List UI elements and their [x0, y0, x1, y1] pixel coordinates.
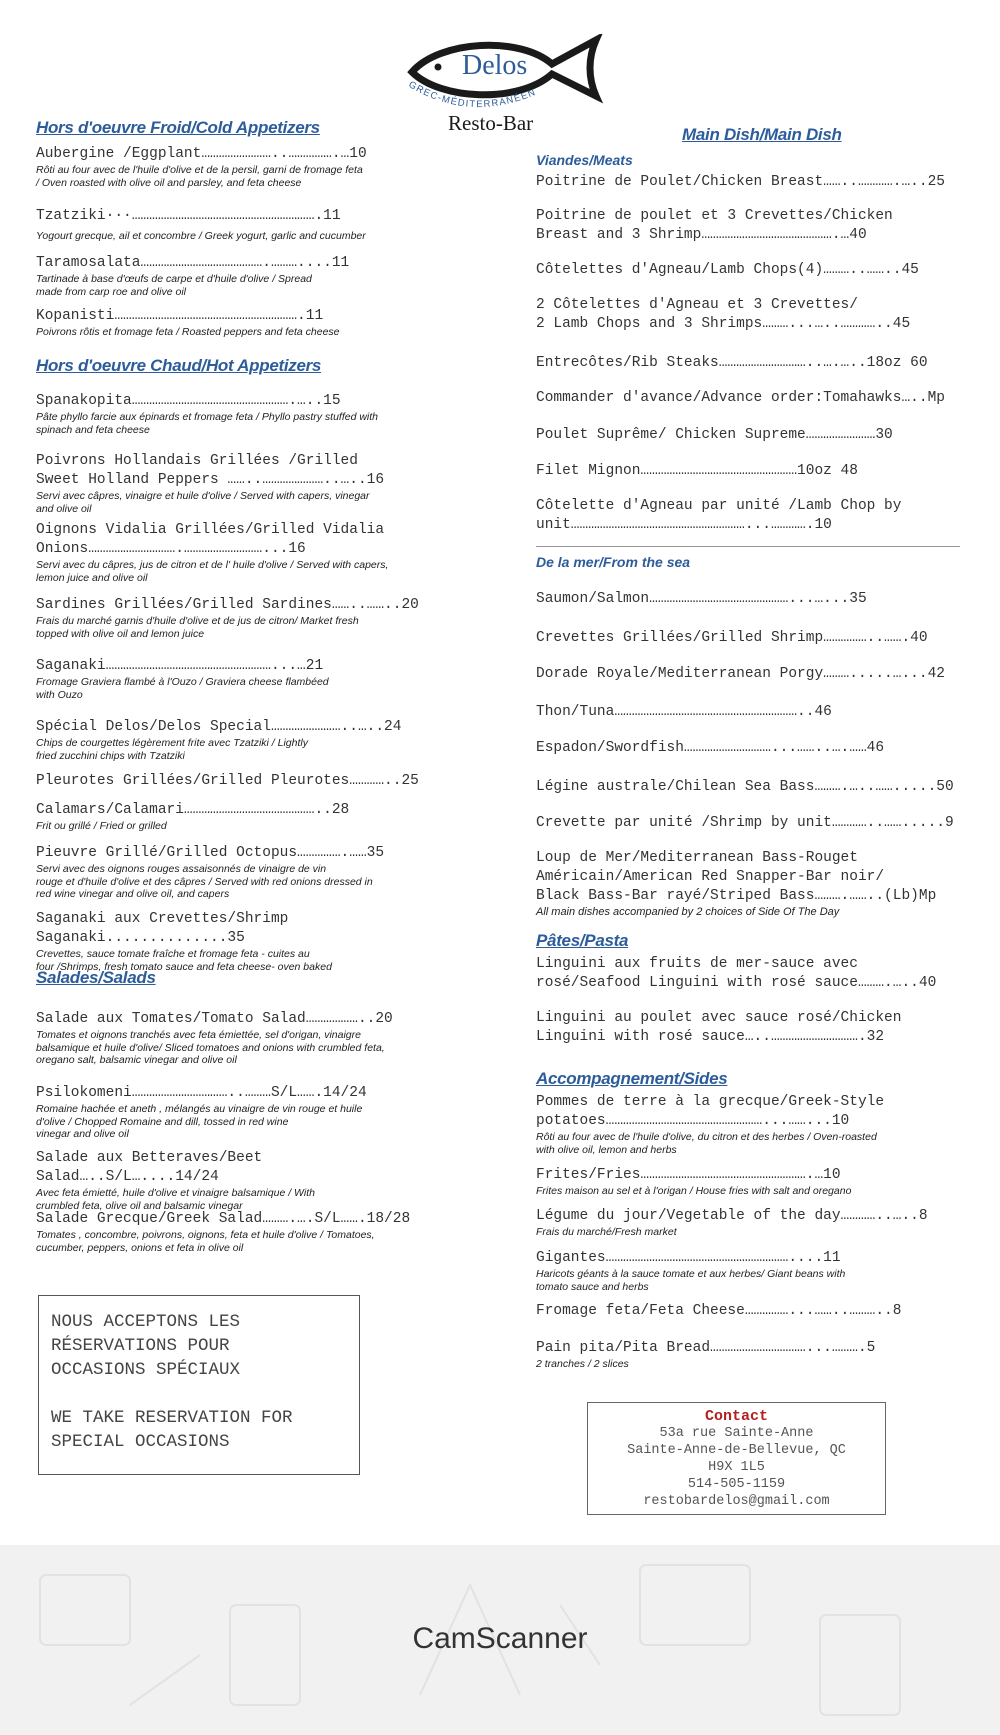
item-name: Loup de Mer/Mediterranean Bass-Rouget Américain/American Red Snapper-Bar noir/ Black Bass-Bar rayé/Striped Bass……….……..(Lb)Mp [536, 850, 937, 904]
item-desc: Rôti au four avec de l'huile d'olive, du citron et des herbes / Oven-roasted with olive oil, lemon and herbs [536, 1131, 877, 1156]
item-name: Spécial Delos/Delos Special……………………..…..24 [36, 719, 402, 735]
item-name: Sardines Grillées/Grilled Sardines……..……..20 [36, 597, 419, 613]
camscanner-watermark: CamScanner [412, 1622, 588, 1655]
item-name: Côtelettes d'Agneau/Lamb Chops(4)………..……..45 [536, 262, 919, 278]
item-name: Gigantes………………………………………………………....11 [536, 1250, 841, 1266]
item-name: Dorade Royale/Mediterranean Porgy……….....…...42 [536, 666, 945, 682]
item-name: Commander d'avance/Advance order:Tomahawks…..Mp [536, 390, 945, 406]
contact-title: Contact [704, 1408, 768, 1425]
item-name: Pain pita/Pita Bread……………………………...……….5 [536, 1340, 876, 1356]
reservation-notice [38, 1295, 360, 1475]
menu-item [36, 801, 446, 833]
menu-item [536, 207, 962, 245]
menu-item [36, 1010, 446, 1067]
item-name: Espadon/Swordfish…………………………...……..….……46 [536, 740, 885, 756]
menu-item [536, 389, 962, 408]
menu-item [536, 1207, 962, 1239]
sides-title: Accompagnement/Sides [536, 1069, 728, 1088]
item-name: Saganaki aux Crevettes/Shrimp Saganaki..............35 [36, 911, 298, 946]
item-desc: 2 tranches / 2 slices [536, 1358, 629, 1370]
logo-arc-text: GREC-MÉDITERRANÉEN [406, 79, 538, 111]
item-name: Poitrine de poulet et 3 Crevettes/Chicken Breast and 3 Shrimp……………………………………….…40 [536, 208, 893, 243]
item-name: Psilokomeni……………………………..………S/L…….14/24 [36, 1085, 367, 1101]
menu-item [536, 354, 962, 373]
notice-line: SPECIAL OCCASIONS [51, 1432, 230, 1452]
item-desc: Servi avec des oignons rouges assaisonnés de vinaigre de vin rouge et d'huile d'olive et des câpres / Served with red onions dressed in red wine vinegar and olive oil, and capers [36, 863, 373, 900]
menu-item [536, 778, 962, 797]
item-name: Saumon/Salmon…………………………………………...…...35 [536, 591, 867, 607]
menu-item [36, 307, 446, 339]
notice-line [51, 1382, 347, 1406]
item-name: Poulet Suprême/ Chicken Supreme……………………30 [536, 427, 893, 443]
logo-subtitle: Resto-Bar [448, 111, 534, 134]
menu-item [536, 590, 962, 609]
item-name: Oignons Vidalia Grillées/Grilled Vidalia Onions………………………….………………………...16 [36, 522, 385, 557]
item-name: Crevettes Grillées/Grilled Shrimp……………..…….40 [536, 630, 928, 646]
item-desc: Tartinade à base d'œufs de carpe et d'huile d'olive / Spread made from carp roe and olive oil [36, 273, 312, 298]
item-name: Thon/Tuna………………………………………………………..46 [536, 704, 832, 720]
menu-item [36, 207, 446, 243]
menu-item [536, 426, 962, 445]
item-desc: All main dishes accompanied by 2 choices of Side Of The Day [536, 906, 840, 918]
sea-title: De la mer/From the sea [536, 554, 691, 570]
item-name: Côtelette d'Agneau par unité /Lamb Chop by unit……………………………………………………...………….10 [536, 498, 902, 533]
item-desc: Tomates , concombre, poivrons, oignons, feta et huile d'olive / Tomatoes, cucumber, peppers, onions et feta in olive oil [36, 1229, 375, 1254]
section-divider [536, 546, 960, 547]
item-name: Pommes de terre à la grecque/Greek-Style potatoes………………………………………………...……...10 [536, 1094, 885, 1129]
menu-item [536, 814, 962, 833]
item-name: Salade Grecque/Greek Salad……….….S/L…….18/28 [36, 1211, 411, 1227]
menu-item [536, 1339, 962, 1371]
item-name: Frites/Fries………………………………………………….…10 [536, 1167, 841, 1183]
contact-phone: 514-505-1159 [687, 1477, 786, 1492]
menu-item [536, 462, 962, 481]
menu-item [36, 596, 446, 640]
menu-item [536, 739, 962, 758]
menu-item [36, 254, 446, 298]
menu-item [36, 910, 446, 973]
item-name: Entrecôtes/Rib Steaks…………………………..….…..18oz 60 [536, 355, 928, 371]
hot-appetizers-title: Hors d'oeuvre Chaud/Hot Appetizers [36, 356, 322, 375]
item-name: Saganaki…………………………………………………...…21 [36, 658, 324, 674]
menu-item [536, 955, 962, 993]
notice-line: RÉSERVATIONS POUR [51, 1336, 230, 1356]
delos-fish-logo [400, 34, 610, 134]
item-desc: Servi avec du câpres, jus de citron et de l' huile d'olive / Served with capers, lemon juice and olive oil [36, 559, 389, 584]
item-desc: Chips de courgettes légèrement frite avec Tzatziki / Lightly fried zucchini chips with Tzatziki [36, 737, 308, 762]
menu-item [36, 772, 446, 791]
menu-item [536, 1009, 962, 1047]
item-name: Salade aux Betteraves/Beet Salad…..S/L…....14/24 [36, 1150, 271, 1185]
item-name: Taramosalata…………………………………….………....11 [36, 255, 350, 271]
menu-item [536, 1093, 962, 1156]
cold-appetizers-title: Hors d'oeuvre Froid/Cold Appetizers [36, 118, 320, 137]
menu-item [536, 296, 962, 334]
item-name: Fromage feta/Feta Cheese……………...……..………..8 [536, 1303, 902, 1319]
item-desc: Frites maison au sel et à l'origan / House fries with salt and oregano [536, 1185, 852, 1197]
menu-item [536, 497, 962, 535]
menu-item [36, 1149, 446, 1212]
item-desc: Poivrons rôtis et fromage feta / Roasted peppers and feta cheese [36, 326, 340, 338]
menu-item [536, 703, 962, 722]
menu-item [36, 452, 446, 515]
contact-address: 53a rue Sainte-Anne [659, 1426, 814, 1441]
contact-postal-code: H9X 1L5 [708, 1460, 765, 1475]
item-name: Pleurotes Grillées/Grilled Pleurotes…………..25 [36, 773, 419, 789]
item-desc: Servi avec câpres, vinaigre et huile d'olive / Served with capers, vinegar and olive oil [36, 490, 370, 515]
menu-item [36, 521, 446, 584]
item-desc: Romaine hachée et aneth , mélangés au vinaigre de vin rouge et huile d'olive / Chopped Romaine and dill, tossed in red wine vinegar and olive oil [36, 1103, 363, 1140]
notice-line: WE TAKE RESERVATION FOR [51, 1408, 293, 1428]
item-name: Linguini aux fruits de mer-sauce avec rosé/Seafood Linguini with rosé sauce……….…..40 [536, 956, 937, 991]
pasta-title: Pâtes/Pasta [536, 931, 629, 950]
item-desc: Tomates et oignons tranchés avec feta émiettée, sel d'origan, vinaigre balsamique et huile d'olive/ Sliced tomatoes and onions with crumbled feta, oregano salt, balsamic vinegar and olive oil [36, 1029, 385, 1066]
item-desc: Frit ou grillé / Fried or grilled [36, 820, 167, 832]
menu-item [536, 1249, 962, 1293]
menu-item [36, 1210, 446, 1254]
menu-item [536, 173, 962, 192]
item-name: Légine australe/Chilean Sea Bass……….…..…….....50 [536, 779, 954, 795]
item-name: Pieuvre Grillé/Grilled Octopus…………….……35 [36, 845, 385, 861]
menu-item [36, 657, 446, 701]
item-name: Filet Mignon………………………………………………10oz 48 [536, 463, 858, 479]
item-desc: Avec feta émietté, huile d'olive et vinaigre balsamique / With crumbled feta, olive oil and balsamic vinegar [36, 1187, 315, 1212]
item-desc: Rôti au four avec de l'huile d'olive et de la persil, garni de fromage feta / Oven roasted with olive oil and parsley, and feta cheese [36, 164, 363, 189]
item-desc: Crevettes, sauce tomate fraîche et fromage feta - cuites au four /Shrimps, fresh tomato sauce and feta cheese- oven baked [36, 948, 332, 973]
menu-item [36, 844, 446, 901]
item-name: Salade aux Tomates/Tomato Salad………………..20 [36, 1011, 393, 1027]
meats-title: Viandes/Meats [536, 152, 633, 168]
main-dish-title: Main Dish/Main Dish [682, 125, 842, 144]
item-name: Légume du jour/Vegetable of the day…………..…..8 [536, 1208, 928, 1224]
item-desc: Pâte phyllo farcie aux épinards et fromage feta / Phyllo pastry stuffed with spinach and feta cheese [36, 411, 379, 436]
logo-name: Delos [462, 50, 528, 81]
item-name: Spanakopita……………………………………………….…..15 [36, 393, 341, 409]
item-name: 2 Côtelettes d'Agneau et 3 Crevettes/ 2 Lamb Chops and 3 Shrimps………...…..…………..45 [536, 297, 911, 332]
item-desc: Yogourt grecque, ail et concombre / Greek yogurt, garlic and cucumber [36, 230, 366, 242]
contact-box [587, 1402, 886, 1515]
item-desc: Fromage Graviera flambé à l'Ouzo / Graviera cheese flambéed with Ouzo [36, 676, 329, 701]
salads-title: Salades/Salads [36, 968, 156, 987]
menu-item [536, 665, 962, 684]
item-name: Poitrine de Poulet/Chicken Breast……..………….…..25 [536, 174, 945, 190]
item-name: Calamars/Calamari………………………………………..28 [36, 802, 350, 818]
menu-item [36, 392, 446, 436]
item-name: Crevette par unité /Shrimp by unit…………..…….....9 [536, 815, 954, 831]
menu-item [36, 145, 446, 189]
contact-city: Sainte-Anne-de-Bellevue, QC [627, 1443, 846, 1458]
item-desc: Frais du marché/Fresh market [536, 1226, 677, 1238]
item-name: Kopanisti……………………………………………………….11 [36, 308, 324, 324]
menu-item [36, 1084, 446, 1141]
menu-item [36, 718, 446, 762]
item-name: Poivrons Hollandais Grillées /Grilled Sweet Holland Peppers ……..…………………..…..16 [36, 453, 385, 488]
item-name: Tzatziki···……………………………………………………….11 [36, 208, 341, 224]
item-desc: Frais du marché garnis d'huile d'olive et de jus de citron/ Market fresh topped with olive oil and lemon juice [36, 615, 359, 640]
menu-item [536, 629, 962, 648]
notice-line: NOUS ACCEPTONS LES [51, 1312, 241, 1332]
notice-line: OCCASIONS SPÉCIAUX [51, 1360, 241, 1380]
menu-item [536, 261, 962, 280]
menu-item [536, 1302, 962, 1321]
item-desc: Haricots géants à la sauce tomate et aux herbes/ Giant beans with tomato sauce and herbs [536, 1268, 846, 1293]
menu-item [536, 849, 962, 919]
item-name: Aubergine /Eggplant……………………..…………….…10 [36, 146, 367, 162]
contact-email: restobardelos@gmail.com [643, 1494, 830, 1509]
item-name: Linguini au poulet avec sauce rosé/Chicken Linguini with rosé sauce…..………………………….32 [536, 1010, 902, 1045]
menu-item [536, 1166, 962, 1198]
